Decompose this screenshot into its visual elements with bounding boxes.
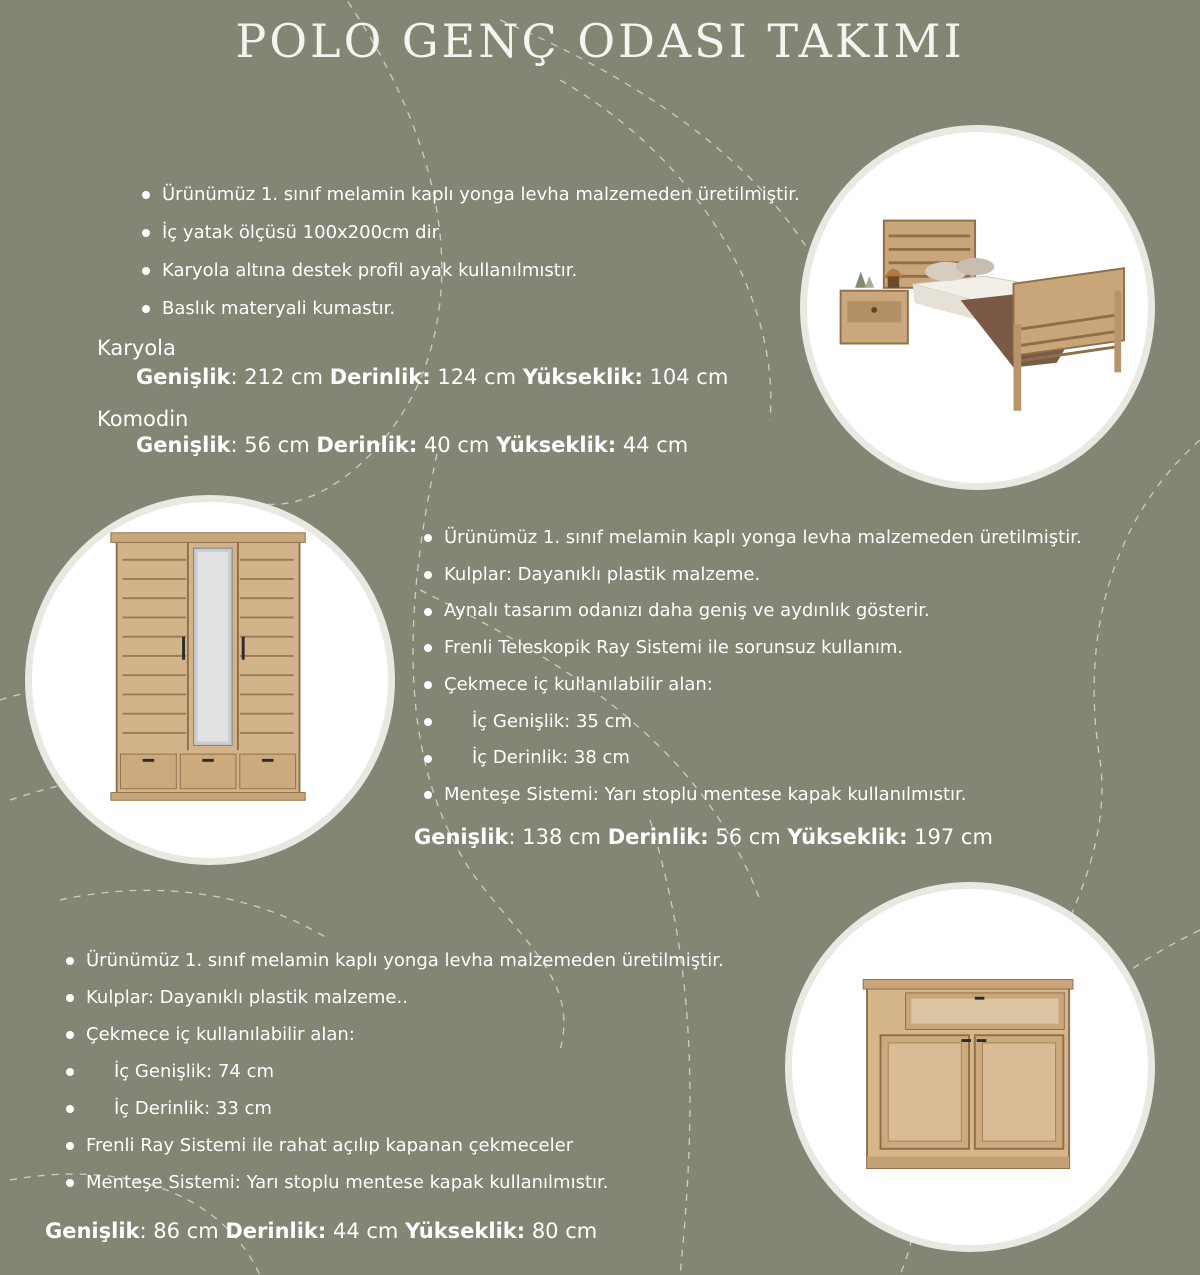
height-value: 80 cm — [525, 1219, 598, 1243]
karyola-label: Karyola — [97, 336, 176, 360]
list-item: İç Derinlik: 38 cm — [422, 740, 1082, 777]
depth-label: Derinlik: — [225, 1219, 327, 1243]
list-item: Baslık materyali kumastır. — [140, 290, 800, 328]
depth-value: 56 cm — [708, 825, 781, 849]
list-item: Menteşe Sistemi: Yarı stoplu mentese kapak kullanılmıstır. — [64, 1164, 724, 1201]
list-item: İç Genişlik: 35 cm — [422, 704, 1082, 741]
wardrobe-illustration — [32, 502, 388, 858]
list-item: Çekmece iç kullanılabilir alan: — [422, 667, 1082, 704]
width-label: Genişlik — [136, 433, 231, 457]
depth-value: 124 cm — [430, 365, 517, 389]
width-value: : 212 cm — [230, 365, 324, 389]
bed-image — [800, 125, 1155, 490]
height-label: Yükseklik: — [405, 1219, 526, 1243]
cabinet-image — [785, 882, 1155, 1252]
width-label: Genişlik — [136, 365, 231, 389]
width-value: : 138 cm — [508, 825, 602, 849]
cabinet-dimensions — [45, 1219, 597, 1243]
list-item: İç Genişlik: 74 cm — [64, 1053, 724, 1090]
height-label: Yükseklik: — [522, 365, 643, 389]
list-item: Ürünümüz 1. sınıf melamin kaplı yonga levha malzemeden üretilmiştir. — [140, 176, 800, 214]
list-item: Frenli Ray Sistemi ile rahat açılıp kapanan çekmeceler — [64, 1127, 724, 1164]
cabinet-illustration — [792, 889, 1148, 1245]
height-value: 197 cm — [907, 825, 993, 849]
list-item: Kulplar: Dayanıklı plastik malzeme. — [422, 557, 1082, 594]
width-value: : 56 cm — [230, 433, 310, 457]
page-title: POLO GENÇ ODASI TAKIMI — [235, 14, 965, 68]
list-item: Frenli Teleskopik Ray Sistemi ile sorunsuz kullanım. — [422, 630, 1082, 667]
wardrobe-dimensions — [414, 825, 993, 849]
width-label: Genişlik — [45, 1219, 140, 1243]
list-item: Ürünümüz 1. sınıf melamin kaplı yonga levha malzemeden üretilmiştir. — [422, 520, 1082, 557]
list-item: Karyola altına destek profil ayak kullanılmıstır. — [140, 252, 800, 290]
depth-label: Derinlik: — [607, 825, 709, 849]
width-value: : 86 cm — [139, 1219, 219, 1243]
list-item: Çekmece iç kullanılabilir alan: — [64, 1016, 724, 1053]
list-item: Menteşe Sistemi: Yarı stoplu mentese kapak kullanılmıstır. — [422, 777, 1082, 814]
height-label: Yükseklik: — [787, 825, 908, 849]
depth-label: Derinlik: — [329, 365, 431, 389]
list-item: İç yatak ölçüsü 100x200cm dir — [140, 214, 800, 252]
komodin-label: Komodin — [97, 407, 189, 431]
depth-label: Derinlik: — [316, 433, 418, 457]
bed-illustration — [807, 132, 1148, 483]
width-label: Genişlik — [414, 825, 509, 849]
list-item: İç Derinlik: 33 cm — [64, 1090, 724, 1127]
height-label: Yükseklik: — [496, 433, 617, 457]
komodin-dimensions — [136, 433, 688, 457]
karyola-dimensions — [136, 365, 728, 389]
height-value: 44 cm — [616, 433, 689, 457]
list-item: Aynalı tasarım odanızı daha geniş ve aydınlık gösterir. — [422, 593, 1082, 630]
wardrobe-features-list — [422, 520, 1082, 814]
wardrobe-image — [25, 495, 395, 865]
cabinet-features-list — [64, 942, 724, 1201]
list-item: Kulplar: Dayanıklı plastik malzeme.. — [64, 979, 724, 1016]
depth-value: 44 cm — [326, 1219, 399, 1243]
list-item: Ürünümüz 1. sınıf melamin kaplı yonga levha malzemeden üretilmiştir. — [64, 942, 724, 979]
height-value: 104 cm — [642, 365, 729, 389]
depth-value: 40 cm — [417, 433, 490, 457]
bed-features-list — [140, 176, 800, 328]
